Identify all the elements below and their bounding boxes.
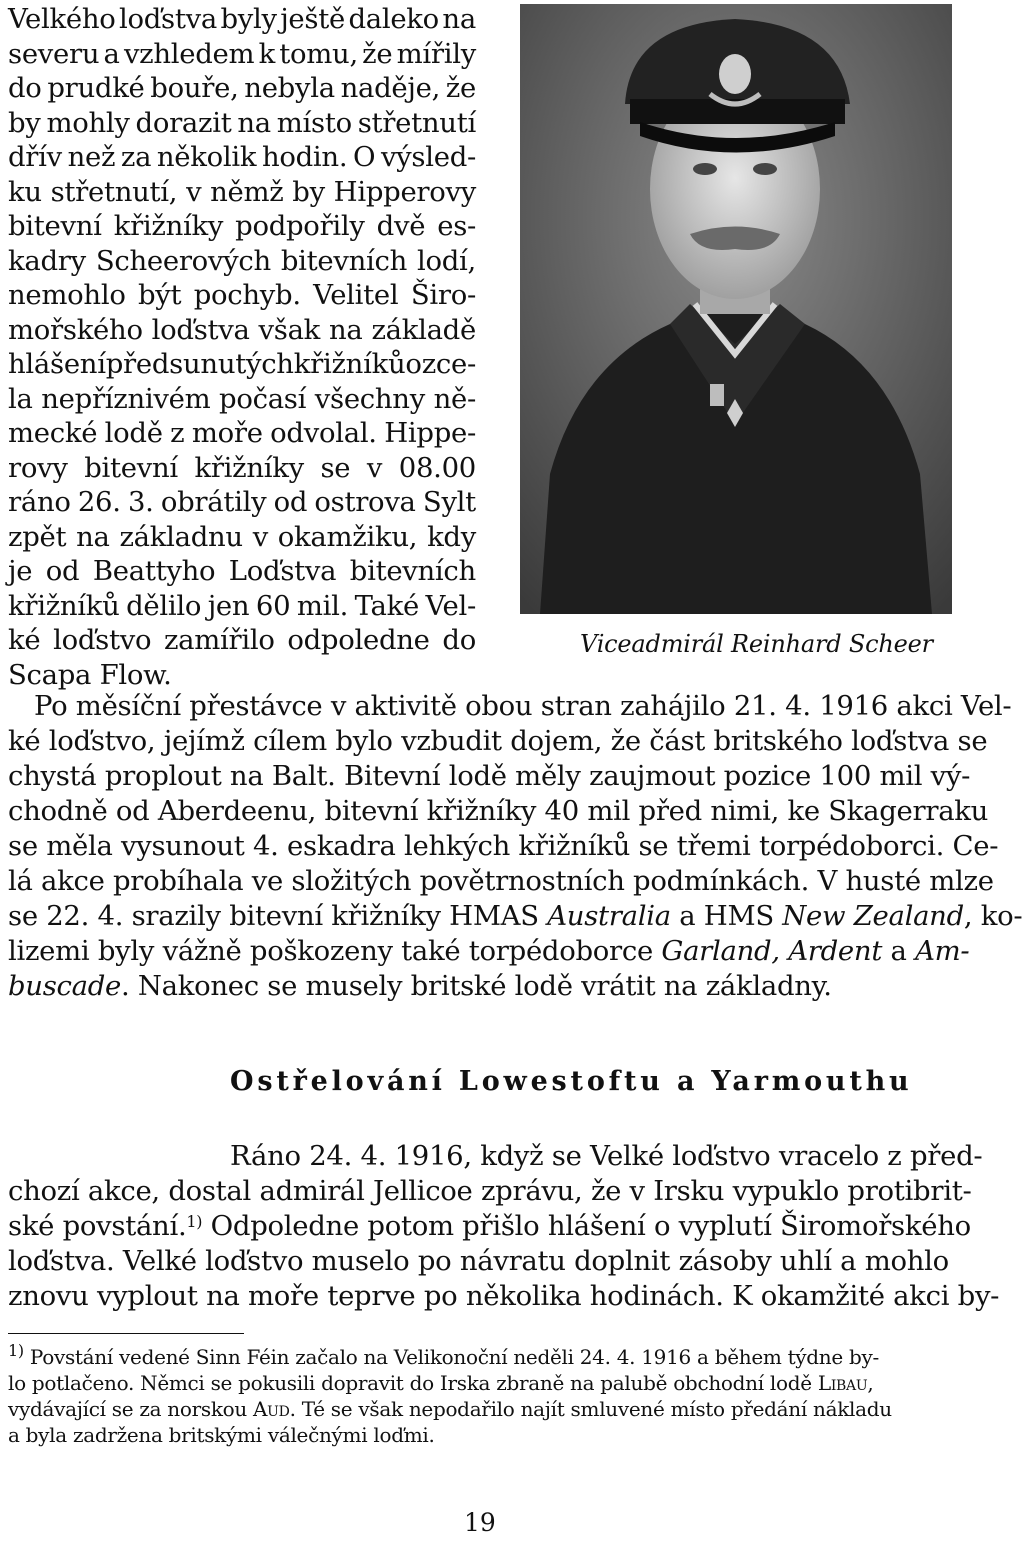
photo-caption: Viceadmirál Reinhard Scheer: [580, 630, 933, 658]
ship-name: Libau: [817, 1371, 868, 1395]
column-line: mecké lodě z moře odvolal. Hippe-: [8, 417, 476, 449]
column-line: bitevní křižníky podpořily dvě es-: [8, 210, 476, 242]
column-line: zpět na základnu v okamžiku, kdy: [8, 520, 476, 553]
paragraph-line: Po měsíční přestávce v aktivitě obou stran zahájilo 21. 4. 1916 akci Vel-: [34, 690, 1012, 722]
section-heading: Ostřelování Lowestoftu a Yarmouthu: [230, 1066, 913, 1097]
column-line: dřív než za několik hodin. O výsled-: [8, 141, 476, 173]
column-line: ráno 26. 3. obrátily od ostrova Sylt: [8, 486, 476, 518]
paragraph-line: se měla vysunout 4. eskadra lehkých křižníků se třemi torpédoborci. Ce-: [8, 830, 999, 862]
column-line: mořského loďstva však na základě: [8, 313, 476, 346]
ship-name: New Zealand: [782, 900, 964, 932]
footnote-marker: 1): [8, 1341, 24, 1360]
column-line: nemohlo být pochyb. Velitel Širo-: [8, 279, 476, 311]
column-line: ké loďstvo zamířilo odpoledne do: [8, 624, 476, 656]
footnote-rule: [8, 1333, 244, 1334]
footnote-line: vydávající se za norskou Aud. Té se však nepodařilo najít smluvené místo předání nákladu: [8, 1397, 892, 1421]
paragraph-line: znovu vyplout na moře teprve po několika hodinách. K okamžité akci by-: [8, 1280, 1000, 1312]
paragraph-line: se 22. 4. srazily bitevní křižníky HMAS Australia a HMS New Zealand, ko-: [8, 900, 1022, 932]
ship-name: Am-: [915, 935, 970, 967]
footnote-line: a byla zadržena britskými válečnými loďmi.: [8, 1423, 435, 1447]
ship-name: Aud: [253, 1397, 290, 1421]
paragraph-line: lá akce probíhala ve složitých povětrnostních podmínkách. V husté mlze: [8, 865, 994, 897]
ship-name: Australia: [547, 900, 671, 932]
ship-name: Garland, Ardent: [661, 935, 883, 967]
paragraph-line: loďstva. Velké loďstvo muselo po návratu doplnit zásoby uhlí a mohlo: [8, 1245, 949, 1277]
paragraph-line: chodně od Aberdeenu, bitevní křižníky 40 mil před nimi, ke Skagerraku: [8, 795, 989, 827]
column-line: je od Beattyho Loďstva bitevních: [8, 555, 476, 587]
footnote-line: $^{1)}$ Povstání vedené Sinn Féin začalo na Velikonoční neděli 24. 4. 1916 a během týdne by-: [8, 1341, 879, 1369]
column-line: ku střetnutí, v němž by Hipperovy: [8, 175, 476, 208]
paragraph-line: ké loďstvo, jejímž cílem bylo vzbudit dojem, že část britského loďstva se: [8, 725, 988, 757]
column-line: Velkého loďstva byly ještě daleko na: [8, 3, 476, 35]
paragraph-line: buscade. Nakonec se musely britské lodě vrátit na základny.: [8, 970, 832, 1002]
column-line: do prudké bouře, nebyla naděje, že: [8, 72, 476, 104]
paragraph-line: chozí akce, dostal admirál Jellicoe zprávu, že v Irsku vypuklo protibrit-: [8, 1175, 972, 1207]
footnote-line: lo potlačeno. Němci se pokusili dopravit do Irska zbraně na palubě obchodní lodě Libau,: [8, 1371, 874, 1395]
paragraph-line: chystá proplout na Balt. Bitevní lodě měly zaujmout pozice 100 mil vý-: [8, 760, 971, 792]
column-line: la nepříznivém počasí všechny ně-: [8, 382, 476, 415]
column-line: kadry Scheerových bitevních lodí,: [8, 244, 476, 277]
portrait-photo: [520, 4, 952, 614]
paragraph-line: Ráno 24. 4. 1916, když se Velké loďstvo vracelo z před-: [230, 1140, 983, 1172]
paragraph-line: ské povstání.$^{1)}$ Odpoledne potom přišlo hlášení o vyplutí Širomořského: [8, 1210, 971, 1242]
column-line: Scapa Flow.: [8, 658, 172, 691]
paragraph-line: lizemi byly vážně poškozeny také torpédoborce Garland, Ardent a Am-: [8, 935, 970, 967]
column-line: hlášení předsunutých křižníků o zce-: [8, 348, 476, 380]
footnote-ref[interactable]: 1): [186, 1212, 203, 1231]
ship-name: buscade: [8, 970, 122, 1002]
column-line: křižníků dělilo jen 60 mil. Také Vel-: [8, 589, 476, 622]
column-line: by mohly dorazit na místo střetnutí: [8, 106, 476, 139]
column-line: rovy bitevní křižníky se v 08.00: [8, 451, 476, 484]
column-line: severu a vzhledem k tomu, že mířily: [8, 37, 476, 70]
page-number: 19: [464, 1508, 496, 1537]
